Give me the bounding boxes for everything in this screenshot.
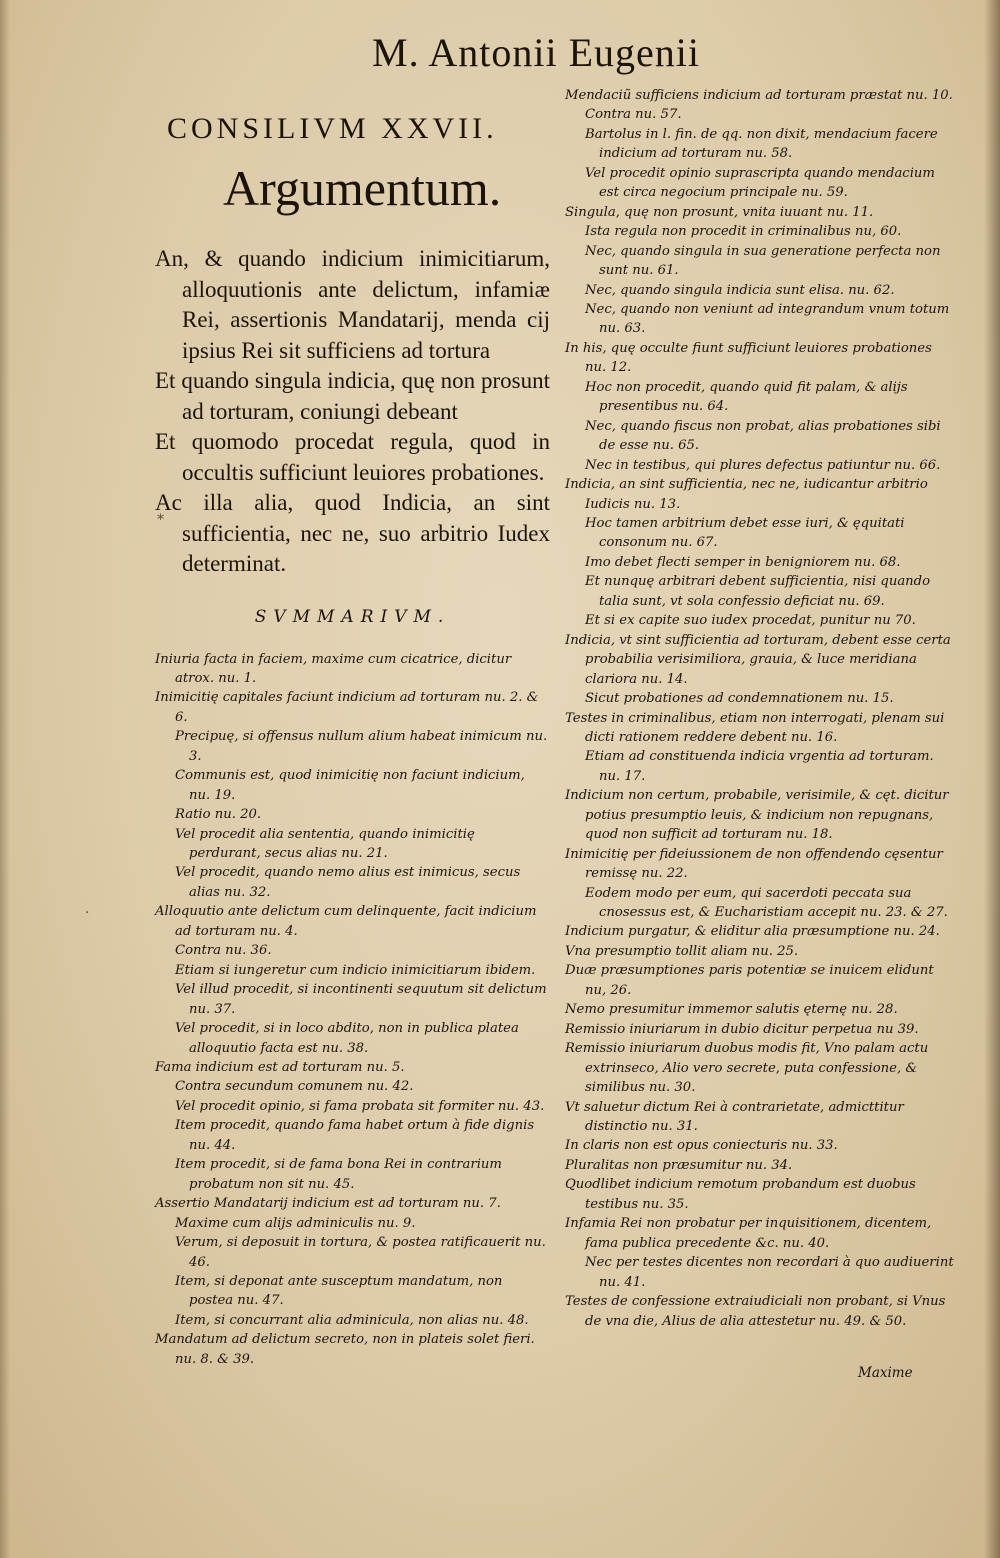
right-column: [565, 86, 955, 1331]
summary-entry: Etiam si iungeretur cum indicio inimicitiarum ibidem.: [175, 962, 536, 978]
summary-entry: Imo debet flecti semper in benigniorem nu. 68.: [585, 554, 901, 570]
summary-entry: Vel procedit, si in loco abdito, non in publica platea alloquutio facta est nu. 38.: [175, 1021, 519, 1056]
summary-entry: Nec, quando singula indicia sunt elisa. nu. 62.: [585, 282, 895, 298]
summary-entry: Assertio Mandatarij indicium est ad torturam nu. 7.: [155, 1196, 501, 1212]
summary-entry: Remissio iniuriarum duobus modis fit, Vno palam actu extrinseco, Alio vero secrete, puta confessione, & similibus nu. 30.: [565, 1041, 929, 1096]
summary-entry: Mendaciũ sufficiens indicium ad torturam præstat nu. 10.: [565, 88, 953, 103]
summary-entry: Infamia Rei non probatur per inquisitionem, dicentem, fama publica precedente &c. nu. 40.: [565, 1216, 932, 1251]
summary-entry: Vt saluetur dictum Rei à contrarietate, admicttitur distinctio nu. 31.: [565, 1099, 904, 1135]
summary-entry: Pluralitas non præsumitur nu. 34.: [565, 1157, 793, 1173]
summary-entry: Quodlibet indicium remotum probandum est duobus testibus nu. 35.: [565, 1177, 916, 1212]
summary-entry: Item, si deponat ante susceptum mandatum, non postea nu. 47.: [175, 1274, 503, 1309]
summary-entry: Hoc tamen arbitrium debet esse iuri, & ęquitati consonum nu. 67.: [585, 515, 905, 551]
consilium-heading: CONSILIVM XXVII.: [167, 112, 498, 145]
summary-entry: In his, quę occulte fiunt sufficiunt leuiores probationes nu. 12.: [565, 340, 932, 376]
summary-entry: Maxime cum alijs adminiculis nu. 9.: [175, 1215, 416, 1231]
argument-paragraph: Ac illa alia, quod Indicia, an sint sufficientia, nec ne, suo arbitrio Iudex determinat.: [155, 490, 550, 576]
summary-entry: Indicium purgatur, & eliditur alia præsumptione nu. 24.: [565, 924, 940, 940]
summary-entry: Contra secundum comunem nu. 42.: [175, 1079, 414, 1095]
page-edge-shadow: [984, 0, 1000, 1558]
summary-entry: Singula, quę non prosunt, vnita iuuant nu. 11.: [565, 204, 874, 220]
summary-entry: Nemo presumitur immemor salutis ęternę nu. 28.: [565, 1002, 898, 1018]
summary-entry: Nec, quando non veniunt ad integrandum vnum totum nu. 63.: [585, 301, 950, 337]
summary-entry: Vel procedit opinio, si fama probata sit formiter nu. 43.: [175, 1098, 545, 1114]
summary-entry: Nec, quando fiscus non probat, alias probationes sibi de esse nu. 65.: [585, 418, 941, 454]
summary-entry: Duæ præsumptiones paris potentiæ se inuicem elidunt nu, 26.: [565, 963, 934, 998]
summary-entry: Iniuria facta in faciem, maxime cum cicatrice, dicitur atrox. nu. 1.: [155, 651, 512, 686]
summary-entry: Alloquutio ante delictum cum delinquente, facit indicium ad torturam nu. 4.: [155, 904, 537, 939]
summary-entry: Contra nu. 36.: [175, 943, 272, 959]
summary-entry: Vel procedit opinio suprascripta quando mendacium est circa negocium principale nu. 59.: [585, 165, 935, 201]
summary-entry: Et nunquę arbitrari debent sufficientia, nisi quando talia sunt, vt sola confessio deficiat nu. 69.: [585, 574, 931, 609]
catchword: Maxime: [858, 1365, 913, 1381]
summary-entry: Inimicitię capitales faciunt indicium ad torturam nu. 2. & 6.: [155, 690, 539, 725]
summary-entry: Contra nu. 57.: [585, 107, 682, 123]
summary-entry: Sicut probationes ad condemnationem nu. 15.: [585, 691, 894, 707]
summary-entry: Indicia, vt sint sufficientia ad torturam, debent esse certa probabilia verisimiliora, grauia, & luce meridiana clariora nu. 14.: [565, 632, 951, 687]
summary-entry: Ratio nu. 20.: [175, 807, 262, 823]
argument-paragraph: An, & quando indicium inimicitiarum, alloquutionis ante delictum, infamiæ Rei, assertionis Mandatarij, menda cij ipsius Rei sit sufficiens ad tortura: [155, 246, 550, 363]
summary-entry: Vna presumptio tollit aliam nu. 25.: [565, 943, 799, 959]
summary-entry: Fama indicium est ad torturam nu. 5.: [155, 1060, 405, 1076]
summary-entry: Nec, quando singula in sua generatione perfecta non sunt nu. 61.: [585, 243, 941, 279]
summary-entry: Verum, si deposuit in tortura, & postea ratificauerit nu. 46.: [175, 1235, 546, 1270]
summary-entry: In claris non est opus coniecturis nu. 33.: [565, 1138, 838, 1154]
summary-entry: Testes de confessione extraiudiciali non probant, si Vnus de vna die, Alius de alia attestetur nu. 49. & 50.: [565, 1294, 946, 1329]
summary-entry: Nec per testes dicentes non recordari à quo audiuerint nu. 41.: [585, 1255, 954, 1290]
summary-entry: Mandatum ad delictum secreto, non in plateis solet fieri. nu. 8. & 39.: [155, 1332, 535, 1367]
running-head: M. Antonii Eugenii: [372, 30, 700, 75]
summary-entry: Item procedit, si de fama bona Rei in contrarium probatum non sit nu. 45.: [175, 1157, 502, 1192]
summary-entry: Hoc non procedit, quando quid fit palam, & alijs presentibus nu. 64.: [585, 379, 908, 415]
summary-entry: Precipuę, si offensus nullum alium habeat inimicum nu. 3.: [175, 729, 548, 764]
summary-entry: Et si ex capite suo iudex procedat, punitur nu 70.: [585, 613, 916, 629]
summary-entry: Vel procedit alia sententia, quando inimicitię perdurant, secus alias nu. 21.: [175, 826, 475, 862]
summary-list-left: [155, 650, 550, 1370]
summary-entry: Nec in testibus, qui plures defectus patiuntur nu. 66.: [585, 457, 941, 473]
summary-entry: Item procedit, quando fama habet ortum à fide dignis nu. 44.: [175, 1118, 535, 1153]
summary-entry: Ista regula non procedit in criminalibus nu, 60.: [585, 224, 902, 240]
page-gutter-shadow: [0, 0, 10, 1558]
summary-entry: Etiam ad constituenda indicia vrgentia ad torturam. nu. 17.: [585, 749, 934, 784]
summary-entry: Remissio iniuriarum in dubio dicitur perpetua nu 39.: [565, 1021, 919, 1037]
summary-entry: Vel procedit, quando nemo alius est inimicus, secus alias nu. 32.: [175, 865, 521, 900]
margin-mark: ·: [85, 905, 90, 921]
summarium-heading: SVMMARIVM.: [254, 606, 451, 627]
left-column: [155, 108, 550, 1369]
summary-entry: Vel illud procedit, si incontinenti sequutum sit delictum nu. 37.: [175, 982, 547, 1017]
margin-mark: *: [157, 512, 164, 528]
argument-block: [155, 244, 550, 580]
argument-paragraph: Et quando singula indicia, quę non prosunt ad torturam, coniungi debeant: [155, 368, 550, 424]
summary-entry: Communis est, quod inimicitię non faciunt indicium, nu. 19.: [175, 768, 525, 803]
summary-entry: Bartolus in l. fin. de qq. non dixit, mendacium facere indicium ad torturam nu. 58.: [585, 126, 938, 162]
summary-entry: Inimicitię per fideiussionem de non offendendo cęsentur remissę nu. 22.: [565, 846, 943, 882]
argumentum-heading: Argumentum.: [223, 160, 502, 216]
summary-list-right: [565, 86, 955, 1331]
summary-entry: Indicium non certum, probabile, verisimile, & cęt. dicitur potius presumptio leuis, & indicium non repugnans, quod non sufficit ad torturam nu. 18.: [565, 788, 949, 843]
argument-paragraph: Et quomodo procedat regula, quod in occultis sufficiunt leuiores probationes.: [155, 429, 550, 485]
summary-entry: Item, si concurrant alia adminicula, non alias nu. 48.: [175, 1312, 529, 1328]
summary-entry: Eodem modo per eum, qui sacerdoti peccata sua cnosessus est, & Eucharistiam accepit nu. 23. & 27.: [585, 885, 948, 921]
summary-entry: Indicia, an sint sufficientia, nec ne, iudicantur arbitrio Iudicis nu. 13.: [565, 477, 928, 512]
summary-entry: Testes in criminalibus, etiam non interrogati, plenam sui dicti rationem reddere debent nu. 16.: [565, 710, 945, 745]
